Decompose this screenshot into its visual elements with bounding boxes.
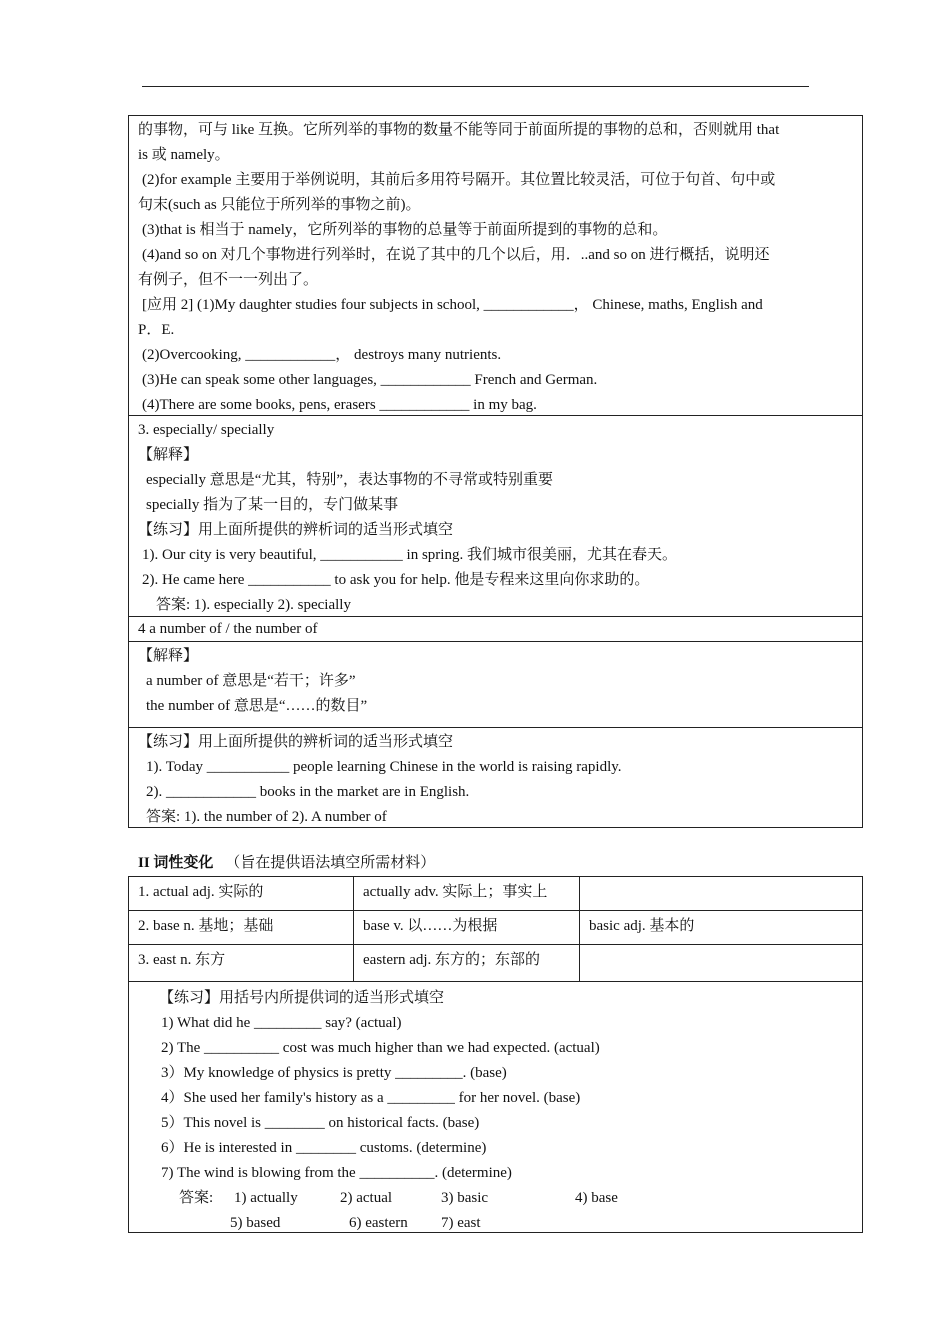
table-cell: 2. base n. 基地；基础 bbox=[129, 911, 354, 944]
answer-item: 3) basic bbox=[441, 1190, 489, 1206]
text-line: specially 指为了某一目的，专门做某事 bbox=[146, 497, 399, 513]
text-line: 1). Our city is very beautiful, ___________ in spring. 我们城市很美丽，尤其在春天。 bbox=[142, 547, 677, 563]
notes-box-2 bbox=[129, 416, 862, 617]
exercise-item: 1) What did he _________ say? (actual) bbox=[161, 1015, 402, 1031]
notes-box-5 bbox=[129, 728, 862, 828]
notes-box-1 bbox=[129, 116, 862, 416]
text-line: especially 意思是“尤其，特别”，表达事物的不寻常或特别重要 bbox=[146, 472, 554, 488]
text-line: 有例子，但不一一列出了。 bbox=[138, 272, 319, 288]
text-line: 【练习】用上面所提供的辨析词的适当形式填空 bbox=[138, 734, 454, 750]
text-line: 1). Today ___________ people learning Chinese in the world is raising rapidly. bbox=[146, 759, 622, 775]
exercise-item: 6）He is interested in ________ customs. (determine) bbox=[161, 1140, 487, 1156]
answer-item: 4) base bbox=[575, 1190, 618, 1206]
text-line: (2)for example 主要用于举例说明，其前后多用符号隔开。其位置比较灵活，可位于句首、句中或 bbox=[142, 172, 776, 188]
table-cell: base v. 以……为根据 bbox=[354, 911, 580, 944]
exercise-item: 3）My knowledge of physics is pretty _________. (base) bbox=[161, 1065, 507, 1081]
answer-item: 7) east bbox=[441, 1215, 481, 1231]
table-cell: actually adv. 实际上；事实上 bbox=[354, 877, 580, 910]
text-line: 2). He came here ___________ to ask you for help. 他是专程来这里向你求助的。 bbox=[142, 572, 650, 588]
text-line: 2). ____________ books in the market are in English. bbox=[146, 784, 470, 800]
table-row bbox=[129, 877, 862, 911]
text-line: is 或 namely。 bbox=[138, 147, 230, 163]
exercise-row bbox=[129, 982, 862, 1233]
text-line: (4)and so on 对几个事物进行列举时，在说了其中的几个以后，用．..and so on 进行概括，说明还 bbox=[142, 247, 770, 263]
text-line: (3)He can speak some other languages, ____________ French and German. bbox=[142, 372, 598, 388]
exercise-block bbox=[129, 982, 862, 1232]
answer-item: 2) actual bbox=[340, 1190, 393, 1206]
table-cell bbox=[580, 945, 862, 981]
notes-table bbox=[128, 115, 863, 828]
text-line: 【练习】用上面所提供的辨析词的适当形式填空 bbox=[138, 522, 454, 538]
text-line: 答案: 1). the number of 2). A number of bbox=[146, 809, 387, 825]
text-line: 4 a number of / the number of bbox=[138, 621, 318, 637]
text-line: 3. especially/ specially bbox=[138, 422, 275, 438]
exercise-heading: 【练习】用括号内所提供词的适当形式填空 bbox=[159, 990, 445, 1006]
table-cell: eastern adj. 东方的；东部的 bbox=[354, 945, 580, 981]
notes-box-3 bbox=[129, 617, 862, 642]
text-line: a number of 意思是“若干；许多” bbox=[146, 673, 356, 689]
table-cell: 1. actual adj. 实际的 bbox=[129, 877, 354, 910]
table-cell: basic adj. 基本的 bbox=[589, 918, 695, 934]
section-title bbox=[138, 852, 435, 874]
exercise-item: 2) The __________ cost was much higher than we had expected. (actual) bbox=[161, 1040, 600, 1056]
table-cell: 3. east n. 东方 bbox=[129, 945, 354, 981]
answer-label: 答案: bbox=[179, 1190, 214, 1206]
text-line: [应用 2] (1)My daughter studies four subjects in school, ____________， Chinese, maths, English and bbox=[142, 297, 763, 313]
answer-line bbox=[159, 1211, 854, 1236]
exercise-item: 4）She used her family's history as a _________ for her novel. (base) bbox=[161, 1090, 581, 1106]
text-line: 【解释】 bbox=[138, 648, 199, 664]
text-line: P．E. bbox=[138, 322, 175, 338]
section-subtitle: （旨在提供语法填空所需材料） bbox=[225, 855, 436, 871]
answer-item: 5) based bbox=[230, 1215, 281, 1231]
text-line: 答案: 1). especially 2). specially bbox=[156, 597, 351, 613]
text-line: the number of 意思是“……的数目” bbox=[146, 698, 368, 714]
text-line: 【解释】 bbox=[138, 447, 199, 463]
answer-item: 6) eastern bbox=[349, 1215, 408, 1231]
table-cell bbox=[580, 877, 862, 910]
word-forms-table bbox=[128, 876, 863, 1233]
notes-box-4 bbox=[129, 642, 862, 728]
header-rule bbox=[142, 86, 809, 87]
exercise-item: 7) The wind is blowing from the __________. (determine) bbox=[161, 1165, 512, 1181]
exercise-item: 5）This novel is ________ on historical facts. (base) bbox=[161, 1115, 480, 1131]
table-row bbox=[129, 945, 862, 982]
text-line: (3)that is 相当于 namely，它所列举的事物的总量等于前面所提到的事物的总和。 bbox=[142, 222, 668, 238]
answer-line bbox=[159, 1186, 854, 1211]
text-line: (2)Overcooking, ____________， destroys many nutrients. bbox=[142, 347, 502, 363]
table-row bbox=[129, 911, 862, 945]
text-line: 句末(such as 只能位于所列举的事物之前)。 bbox=[138, 197, 421, 213]
text-line: 的事物，可与 like 互换。它所列举的事物的数量不能等同于前面所提的事物的总和，否则就用 that bbox=[138, 122, 780, 138]
answer-item: 1) actually bbox=[234, 1190, 298, 1206]
section-heading: II 词性变化 bbox=[138, 855, 214, 871]
text-line: (4)There are some books, pens, erasers ____________ in my bag. bbox=[142, 397, 537, 413]
